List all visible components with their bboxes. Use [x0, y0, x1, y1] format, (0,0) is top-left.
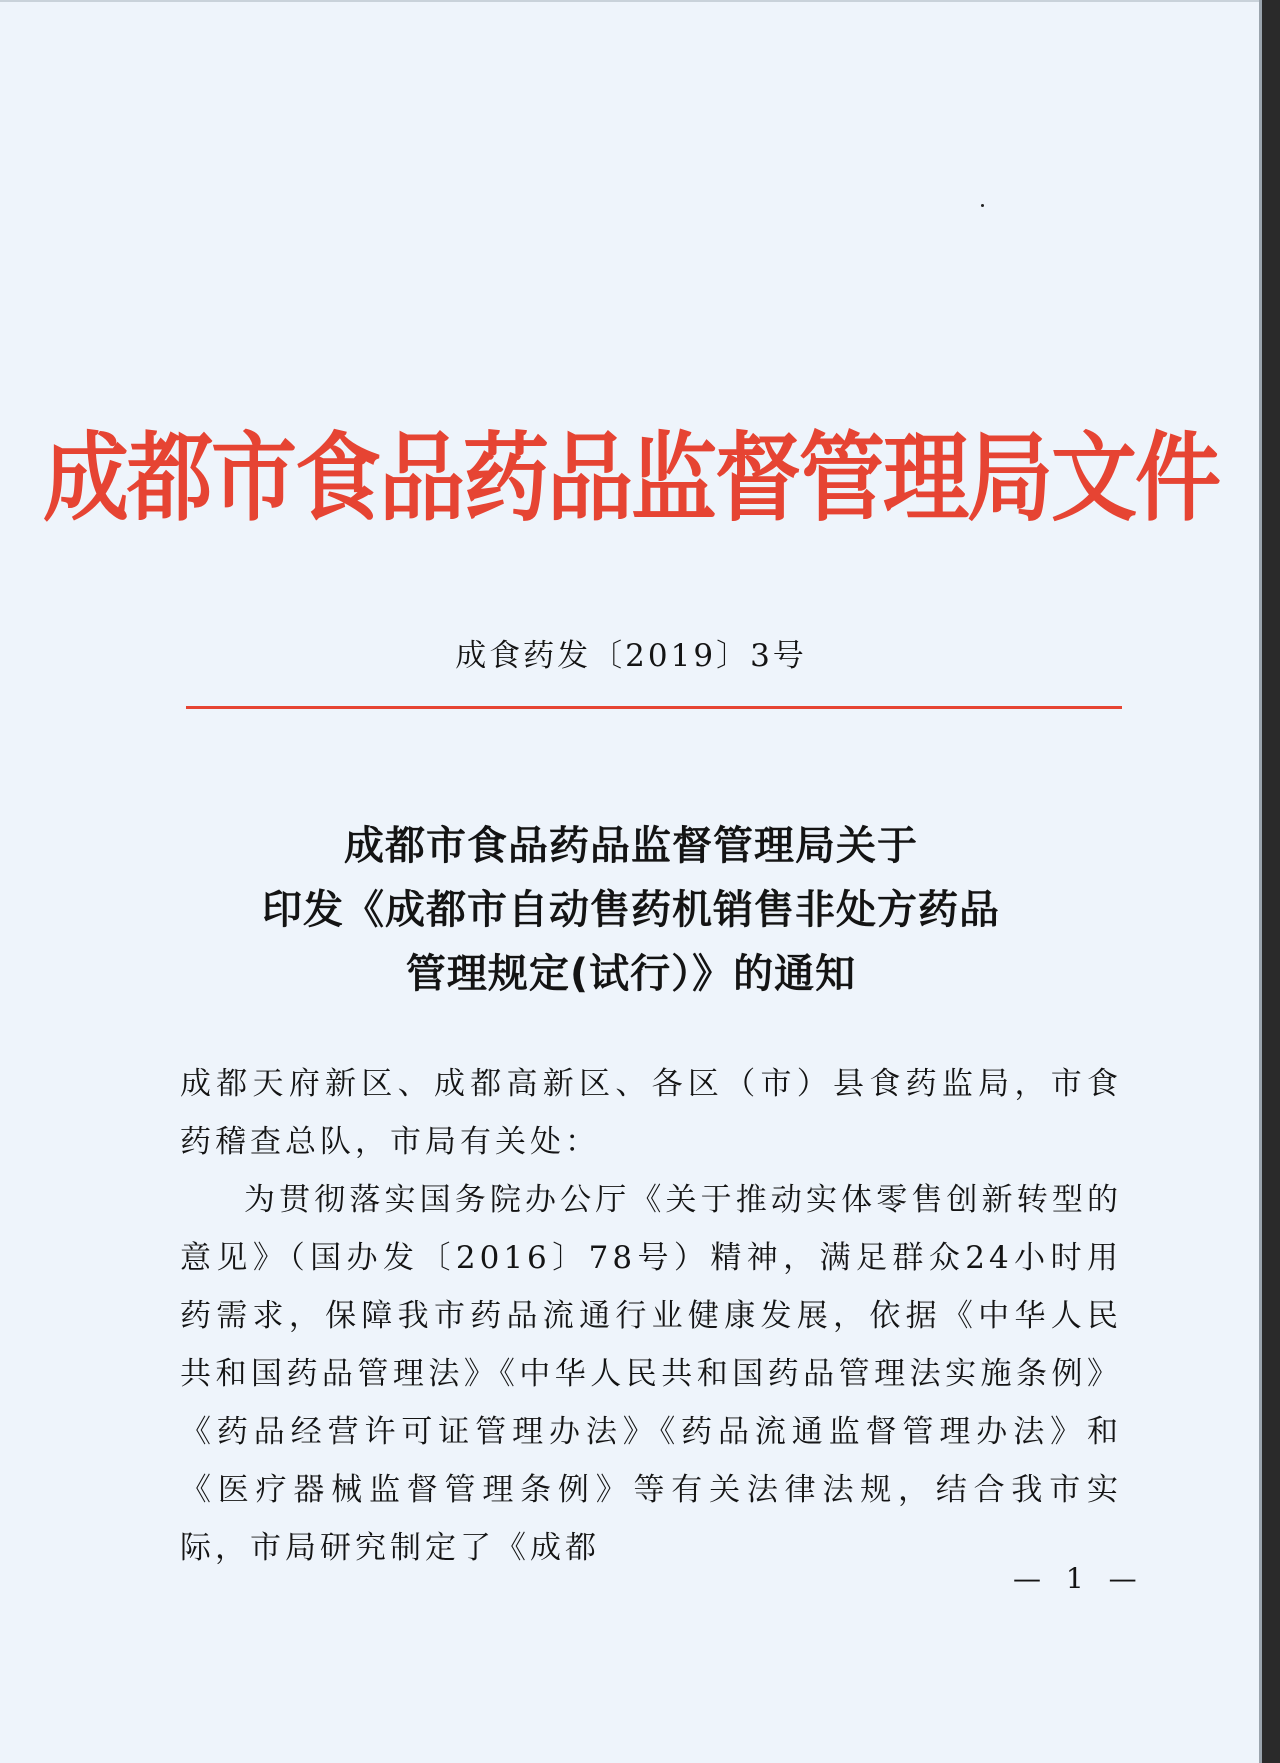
- title-line-2: 印发《成都市自动售药机销售非处方药品: [262, 887, 1000, 933]
- red-separator-line: [186, 706, 1122, 709]
- masthead: 成都市食品药品监督管理局文件: [43, 423, 1219, 535]
- scan-speck: [981, 204, 984, 207]
- document-title: [0, 814, 1262, 1006]
- document-body: [180, 1055, 1122, 1577]
- page-number: — 1 —: [1013, 1562, 1145, 1595]
- title-line-1: 成都市食品药品监督管理局关于: [344, 823, 918, 869]
- addressee: 成都天府新区、成都高新区、各区（市）县食药监局，市食药稽查总队，市局有关处：: [180, 1066, 1122, 1160]
- scan-edge: [0, 0, 1259, 2]
- document-number: 成食药发〔2019〕3号: [455, 638, 807, 674]
- title-line-3: 管理规定(试行）》的通知: [405, 951, 857, 997]
- body-paragraph: 为贯彻落实国务院办公厅《关于推动实体零售创新转型的意见》（国办发〔2016〕78号）精神，满足群众24小时用药需求，保障我市药品流通行业健康发展，依据《中华人民共和国药品管理法》《中华人民共和国药品管理法实施条例》《药品经营许可证管理办法》《药品流通监督管理办法》和《医疗器械监督管理条例》等有关法律法规，结合我市实际，市局研究制定了《成都: [180, 1182, 1122, 1566]
